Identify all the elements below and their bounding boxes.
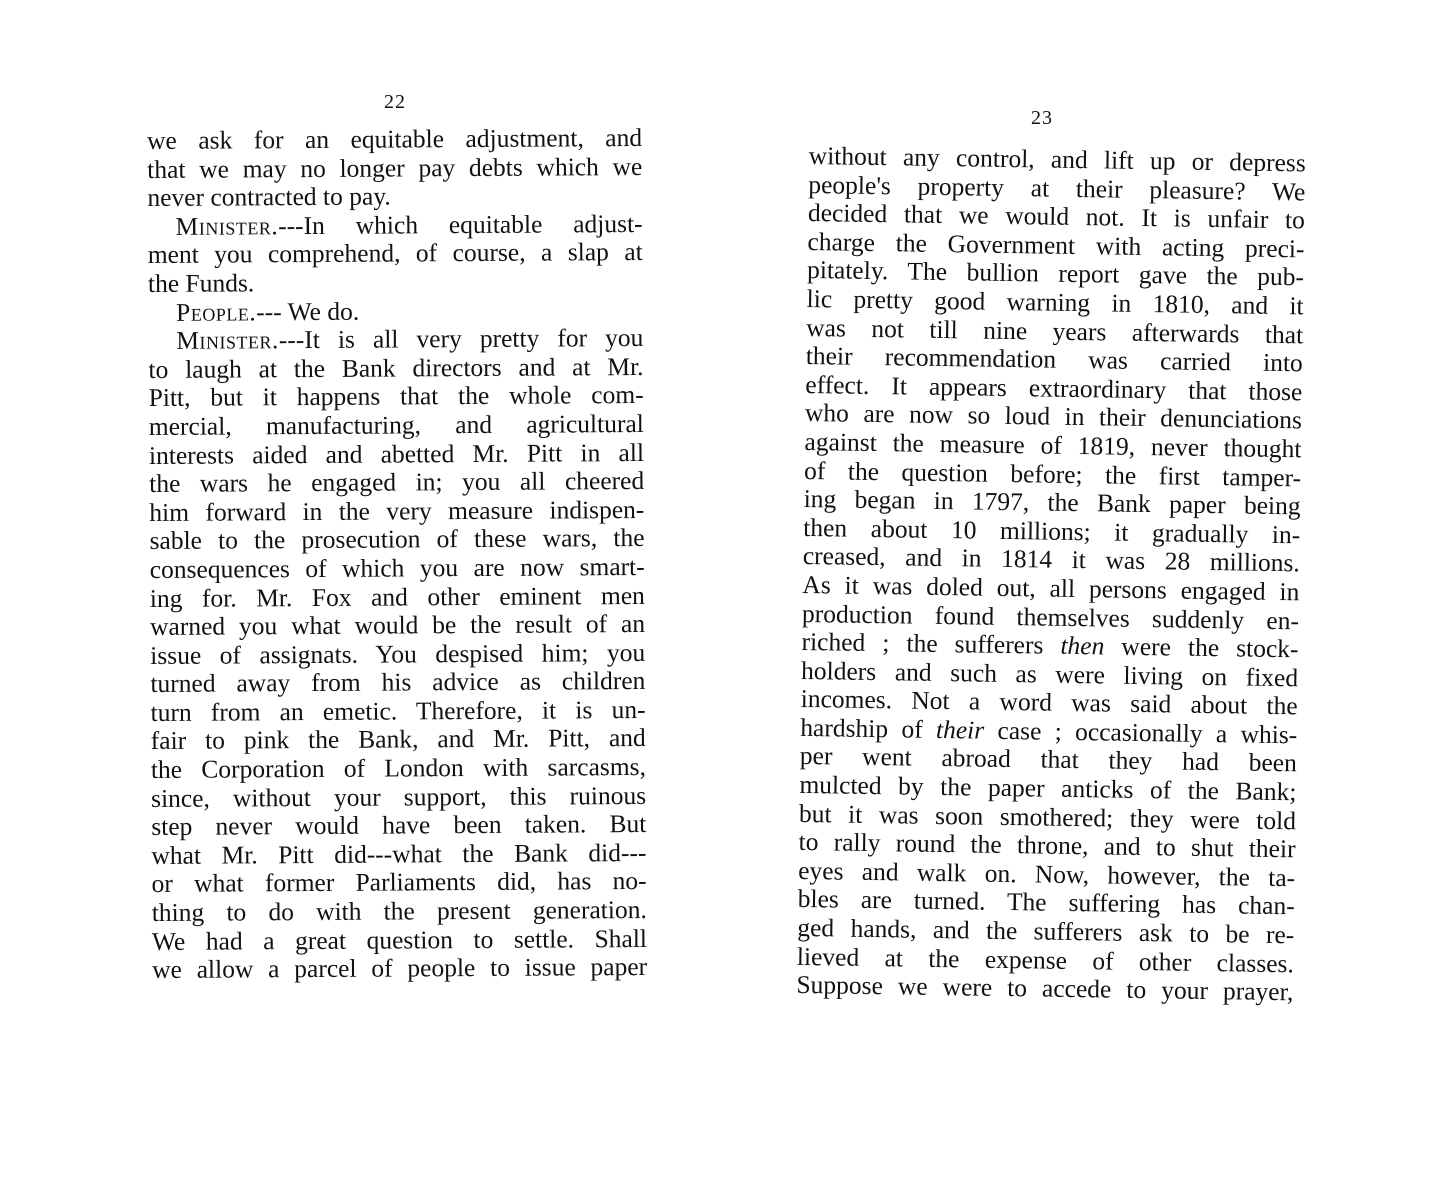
text-run: ment you comprehend, of course, a slap at xyxy=(147,237,643,270)
text-run: or what former Parliaments did, has no- xyxy=(151,866,647,899)
left-page xyxy=(0,0,725,1185)
text-line xyxy=(151,839,646,871)
text-run: charge the Government with acting preci- xyxy=(807,226,1305,264)
text-run: to rally round the throne, and to shut their xyxy=(798,827,1296,864)
right-page xyxy=(725,0,1451,1185)
text-line xyxy=(149,524,644,556)
text-run: who are now so loud in their denunciations xyxy=(804,398,1303,435)
text-run: were the stock- xyxy=(1104,631,1299,664)
text-line xyxy=(150,696,645,728)
italic-word: their xyxy=(935,714,985,745)
text-run: production found themselves suddenly en- xyxy=(801,598,1300,635)
text-run: then about 10 millions; it gradually in- xyxy=(803,512,1301,550)
italic-word: then xyxy=(1060,630,1105,661)
text-line xyxy=(149,381,644,413)
text-run: pitately. The bullion report gave the pub- xyxy=(806,255,1305,292)
text-run: As it was doled out, all persons engaged in xyxy=(802,569,1300,607)
text-line xyxy=(150,639,645,671)
text-run: against the measure of 1819, never thought xyxy=(804,426,1302,464)
text-run: without any control, and lift up or depress xyxy=(808,141,1306,178)
text-line xyxy=(148,324,643,356)
speaker-name: Minister. xyxy=(175,210,279,241)
text-run: to laugh at the Bank directors and at Mr. xyxy=(148,351,644,384)
text-run: turn from an emetic. Therefore, it is un- xyxy=(150,694,646,727)
text-line xyxy=(147,124,642,156)
page-number: 22 xyxy=(384,91,406,113)
text-run: riched ; the sufferers xyxy=(801,627,1061,660)
text-run: ged hands, and the sufferers ask to be re- xyxy=(797,912,1295,950)
text-line xyxy=(149,496,644,528)
text-run: incomes. Not a word was said about the xyxy=(800,684,1298,721)
text-line xyxy=(152,953,647,985)
text-line xyxy=(150,610,645,642)
text-line xyxy=(152,925,647,957)
text-run: never contracted to pay. xyxy=(147,181,391,213)
text-run: lic pretty good warning in 1810, and it xyxy=(806,283,1304,321)
text-run: issue of assignats. You despised him; you xyxy=(150,637,646,670)
text-line xyxy=(148,353,643,385)
text-run: sable to the prosecution of these wars, the xyxy=(149,523,645,556)
text-line xyxy=(150,581,645,613)
text-run: case ; occasionally a whis- xyxy=(983,715,1298,750)
text-line xyxy=(150,553,645,585)
text-run: ing for. Mr. Fox and other eminent men xyxy=(149,580,645,613)
text-run: effect. It appears extraordinary that those xyxy=(805,369,1303,407)
text-run: but it was soon smothered; they were told xyxy=(798,798,1297,835)
text-line xyxy=(149,439,644,471)
text-run: step never would have been taken. But xyxy=(151,809,647,842)
text-line xyxy=(152,867,647,899)
text-run: we ask for an equitable adjustment, and xyxy=(146,122,643,155)
text-run: warned you what would be the result of an xyxy=(149,609,646,642)
text-line xyxy=(151,782,646,814)
text-line xyxy=(796,971,1293,1007)
text-run: what Mr. Pitt did---what the Bank did--- xyxy=(151,837,647,870)
text-run: that we may no longer pay debts which we xyxy=(147,151,643,184)
text-run: consequences of which you are now smart- xyxy=(149,551,645,584)
text-line xyxy=(148,210,643,242)
text-line xyxy=(148,267,643,299)
text-line xyxy=(151,724,646,756)
text-run: fair to pink the Bank, and Mr. Pitt, and xyxy=(150,723,646,756)
text-run: Suppose we were to accede to your prayer, xyxy=(796,970,1294,1007)
text-run: hardship of xyxy=(800,712,937,744)
text-run: the wars he engaged in; you all cheered xyxy=(149,466,645,499)
text-run: interests aided and abetted Mr. Pitt in all xyxy=(148,437,645,470)
text-run: We had a great question to settle. Shall xyxy=(151,923,648,956)
text-run: was not till nine years afterwards that xyxy=(806,312,1304,349)
page-number: 23 xyxy=(1031,107,1053,129)
text-run: people's property at their pleasure? We xyxy=(808,169,1306,206)
text-run: turned away from his advice as children xyxy=(150,666,646,699)
text-run: holders and such as were living on fixed xyxy=(800,655,1299,693)
text-run: mulcted by the paper anticks of the Bank; xyxy=(799,769,1297,807)
speaker-name: Minister. xyxy=(176,325,279,355)
text-line xyxy=(147,181,642,213)
text-run: since, without your support, this ruinous xyxy=(151,780,647,813)
text-run: decided that we would not. It is unfair to xyxy=(807,198,1306,235)
text-run: per went abroad that they had been xyxy=(799,741,1298,778)
text-run: him forward in the very measure indispen- xyxy=(149,494,645,527)
text-run: bles are turned. The suffering has chan- xyxy=(797,884,1295,921)
text-line xyxy=(149,467,644,499)
text-line xyxy=(147,153,642,185)
speaker-name: People. xyxy=(176,296,257,327)
text-run: eyes and walk on. Now, however, the ta- xyxy=(797,855,1296,893)
text-line xyxy=(148,238,643,270)
page-body xyxy=(147,124,647,985)
text-run: of the question before; the first tamper- xyxy=(803,455,1302,492)
page-body xyxy=(796,142,1306,1007)
text-line xyxy=(152,896,647,928)
text-run: thing to do with the present generation. xyxy=(151,894,647,928)
text-run: ---It is all very pretty for you xyxy=(278,323,644,355)
text-line xyxy=(150,667,645,699)
text-run: ---In which equitable adjust- xyxy=(278,208,643,240)
text-line xyxy=(149,410,644,442)
text-run: --- We do. xyxy=(256,296,360,326)
text-run: the Corporation of London with sarcasms, xyxy=(150,752,647,785)
text-run: ing began in 1797, the Bank paper being xyxy=(803,484,1301,521)
text-run: mercial, manufacturing, and agricultural xyxy=(148,408,644,441)
text-run: we allow a parcel of people to issue paper xyxy=(152,952,648,985)
text-run: creased, and in 1814 it was 28 millions. xyxy=(802,541,1301,578)
text-run: Pitt, but it happens that the whole com- xyxy=(148,380,644,413)
text-line xyxy=(151,753,646,785)
text-run: the Funds. xyxy=(147,268,255,298)
text-run: their recommendation was carried into xyxy=(805,341,1303,378)
text-line xyxy=(148,296,643,328)
text-line xyxy=(151,810,646,842)
text-run: lieved at the expense of other classes. xyxy=(796,941,1295,978)
